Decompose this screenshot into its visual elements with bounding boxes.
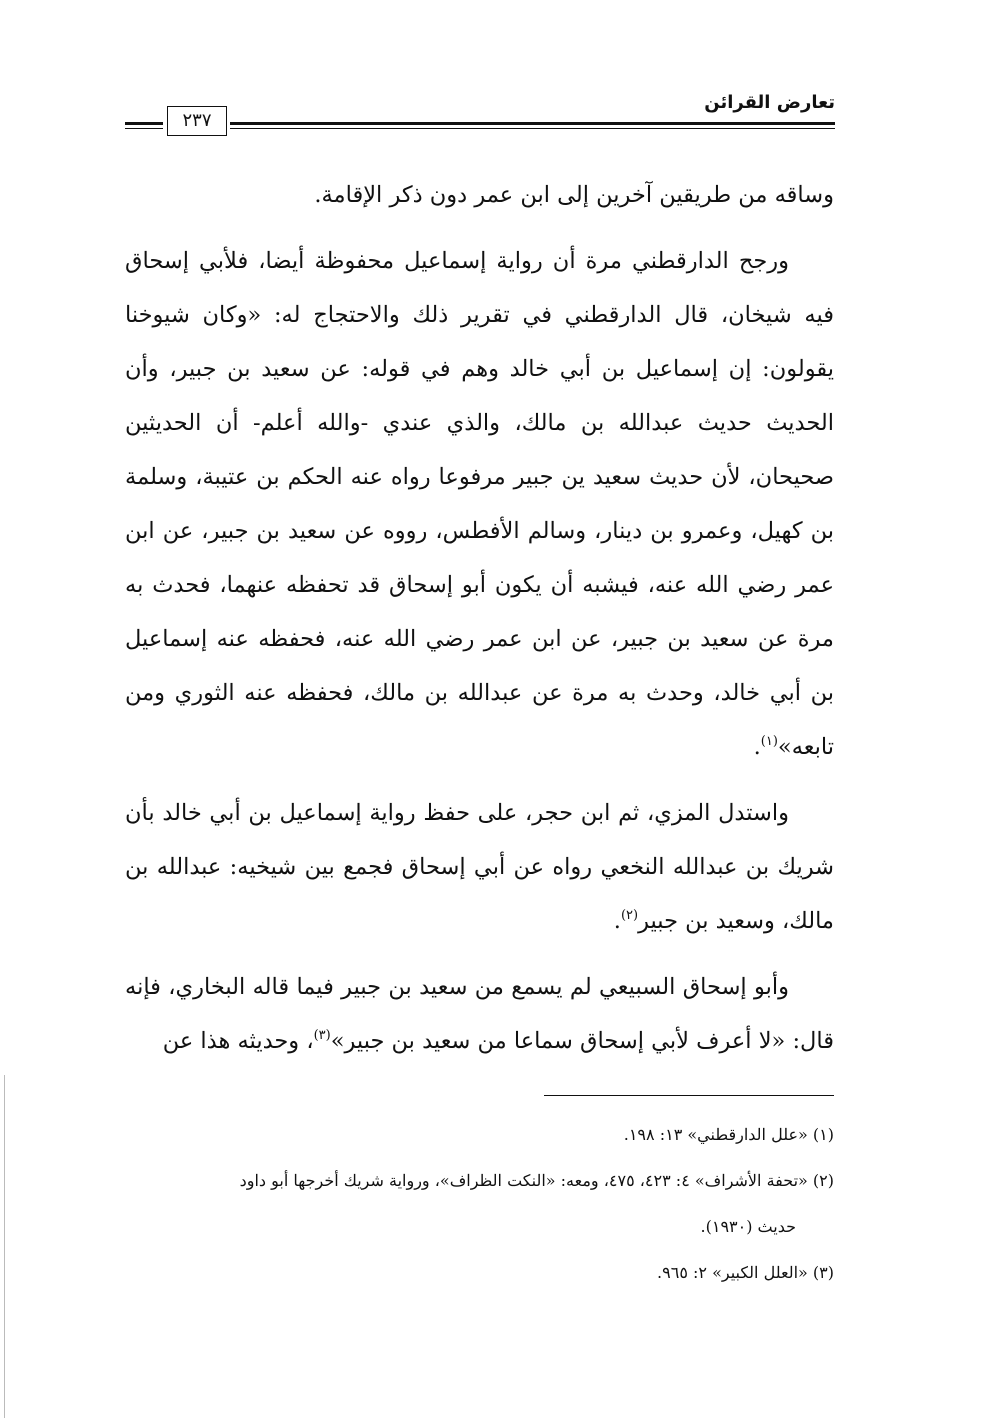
paragraph-end: ، وحديثه هذا عن (162, 1028, 314, 1054)
header-double-rule (230, 122, 835, 129)
paragraph (125, 786, 834, 948)
footnote-marker: (١) (760, 734, 778, 749)
footnote-text: (١) «علل الدارقطني» ١٣: ١٩٨. (623, 1125, 834, 1144)
footnote-text-continued: حديث (١٩٣٠). (700, 1217, 796, 1236)
page-number-box: ٢٣٧ (167, 106, 227, 136)
footnote-marker: (٢) (620, 908, 639, 923)
paragraph-text: واستدل المزي، ثم ابن حجر، على حفظ رواية إسماعيل بن أبي خالد بأن شريك بن عبدالله النخعي رواه عن أبي إسحاق فجمع بين شيخيه: عبدالله بن مالك، وسعيد بن جبير (125, 800, 834, 934)
page-header (125, 92, 835, 148)
main-text (125, 168, 834, 1080)
header-short-rule (125, 122, 163, 129)
footnote-text: (٢) «تحفة الأشراف» ٤: ٤٢٣، ٤٧٥، ومعه: «النكت الظراف»، ورواية شريك أخرجها أبو داود (239, 1171, 834, 1190)
footnote (125, 1250, 834, 1296)
paragraph (125, 960, 834, 1068)
footnote-text: (٣) «العلل الكبير» ٢: ٩٦٥. (657, 1263, 834, 1282)
paragraph (125, 168, 834, 222)
paragraph (125, 234, 834, 774)
footnote (125, 1158, 834, 1250)
paragraph-end: . (613, 908, 621, 934)
footnotes (125, 1112, 834, 1296)
running-title: تعارض القرائن (704, 92, 835, 113)
footnote-separator (544, 1095, 834, 1096)
footnote-marker: (٣) (313, 1028, 331, 1043)
footnote (125, 1112, 834, 1158)
paragraph-text: وساقه من طريقين آخرين إلى ابن عمر دون ذكر الإقامة. (314, 182, 834, 208)
paragraph-text: ورجح الدارقطني مرة أن رواية إسماعيل محفوظة أيضا، فلأبي إسحاق فيه شيخان، قال الدارقطني في تقرير ذلك والاحتجاج له: «وكان شيوخنا يقولون: إن إسماعيل بن أبي خالد وهم في قوله: عن سعيد بن جبير، وأن الحديث حديث عبدالله بن مالك، والذي عندي -والله أعلم- أن الحديثين صحيحان، لأن حديث سعيد ين جبير مرفوعا رواه عنه الحكم بن عتيبة، وسلمة بن كهيل، وعمرو بن دينار، وسالم الأفطس، رووه عن سعيد بن جبير، عن ابن عمر رضي الله عنه، فيشبه أن يكون أبو إسحاق قد تحفظه عنهما، فحدث به مرة عن سعيد بن جبير، عن ابن عمر رضي الله عنه، فحفظه عنه إسماعيل بن أبي خالد، وحدث به مرة عن عبدالله بن مالك، فحفظه عنه الثوري ومن تابعه» (125, 248, 834, 760)
paragraph-end: . (753, 734, 761, 760)
paragraph-text: وأبو إسحاق السبيعي لم يسمع من سعيد بن جبير فيما قاله البخاري، فإنه قال: «لا أعرف لأبي إسحاق سماعا من سعيد بن جبير» (125, 974, 834, 1054)
scan-edge-line (4, 1075, 5, 1418)
